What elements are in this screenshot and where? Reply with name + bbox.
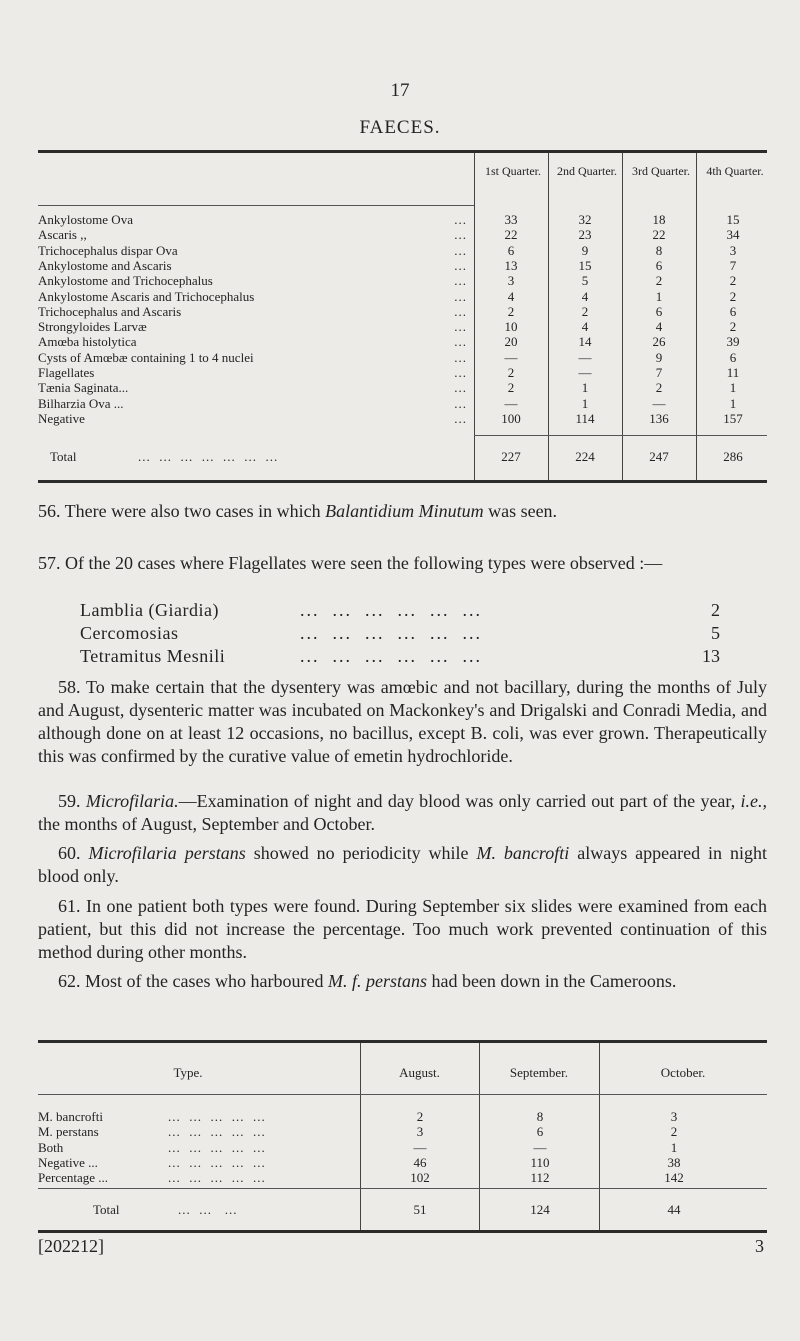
list-item	[80, 646, 720, 668]
leader-dots: ...	[454, 319, 467, 335]
leader-dots: ...	[454, 395, 467, 411]
paragraph-62	[38, 970, 767, 993]
leader-dots: ...	[454, 242, 467, 258]
row-label: Ankylostome and Trichocephalus	[38, 273, 213, 289]
table-cell: 32	[578, 212, 592, 227]
table-cell: 1	[581, 395, 589, 411]
table-rule	[38, 1230, 767, 1233]
table-row	[38, 1109, 767, 1125]
table-cell: 2	[729, 319, 737, 335]
row-label: Negative	[38, 410, 85, 426]
row-label: Amœba histolytica	[38, 334, 137, 350]
paragraph-text: always appeared in night blood only.	[38, 843, 768, 886]
footer-code: [202212]	[38, 1236, 104, 1256]
table-cell: 3	[670, 1109, 678, 1124]
table-row	[38, 258, 767, 274]
column-header: 2nd Quarter.	[557, 164, 617, 178]
column-header: Type.	[173, 1065, 203, 1080]
table-cell: —	[413, 1139, 427, 1155]
table-row	[38, 1140, 767, 1156]
table-cell: 22	[652, 227, 666, 243]
paragraph-text: 56. There were also two cases in which	[38, 501, 326, 521]
table-cell: 6	[536, 1124, 544, 1140]
leader-dots: ... ... ...	[178, 1202, 238, 1217]
table-cell: 2	[416, 1109, 424, 1124]
table-rule	[38, 480, 767, 483]
table-rule	[38, 150, 767, 153]
total-value: 124	[530, 1202, 550, 1217]
row-label: Ascaris ,,	[38, 227, 87, 243]
flagellate-count: 5	[711, 623, 720, 643]
table-row	[38, 227, 767, 243]
table-cell: 6	[729, 303, 737, 319]
table-cell: —	[504, 395, 518, 411]
paragraph-60	[38, 842, 767, 888]
table-cell: 142	[664, 1170, 684, 1186]
paragraph-italic: Microfilaria.	[85, 791, 179, 811]
paragraph-59	[38, 790, 767, 836]
table-cell: 11	[726, 365, 740, 380]
table-cell: 34	[726, 227, 740, 243]
leader-dots: ... ... ... ... ...	[168, 1109, 266, 1124]
leader-dots: ...	[454, 380, 467, 396]
row-label: Negative ...	[38, 1154, 98, 1170]
table-cell: 20	[504, 334, 518, 350]
paragraph-56	[38, 500, 767, 523]
header-rule	[38, 205, 474, 206]
table-cell: 6	[729, 349, 737, 365]
paragraph-61: 61. In one patient both types were found. During September six slides were examined from each patient, but this did not increase the percentage. Too much work prevented continuation of this method during other months.	[38, 896, 767, 962]
table-cell: 102	[410, 1170, 430, 1186]
row-label: Strongyloides Larvæ	[38, 319, 147, 335]
row-label: Ankylostome and Ascaris	[38, 257, 172, 273]
flagellate-name: Tetramitus Mesnili	[80, 646, 226, 666]
table-row	[38, 350, 767, 366]
table-cell: —	[504, 349, 518, 365]
table-row	[38, 1170, 767, 1186]
table-cell: 100	[501, 410, 521, 426]
flagellate-name: Lamblia (Giardia)	[80, 600, 219, 620]
paragraph-text: the months of August, September and October.	[38, 814, 375, 834]
footer-signature: 3	[755, 1236, 764, 1256]
total-value: 247	[649, 449, 669, 464]
column-header: 1st Quarter.	[485, 164, 541, 178]
total-rule	[474, 435, 767, 436]
table-cell: 18	[652, 212, 666, 227]
table-cell: 6	[655, 257, 663, 273]
table-cell: 3	[729, 242, 737, 258]
row-label: Percentage ...	[38, 1170, 109, 1186]
table-cell: 26	[652, 334, 666, 350]
table-row	[38, 304, 767, 320]
row-label: M. bancrofti	[38, 1109, 103, 1124]
column-header: 3rd Quarter.	[632, 164, 690, 178]
total-value: 44	[667, 1202, 681, 1217]
total-row	[38, 449, 767, 465]
table-row	[38, 1155, 767, 1171]
total-value: 227	[501, 449, 521, 464]
paragraph-58: 58. To make certain that the dysentery was amœbic and not bacillary, during the months of July and August, dysenteric matter was incubated on Mackonkey's and Drigalski and Conradi Media, and although done on at least 12 occasions, no bacillus, except B. coli, was ever grown. Therapeutically this was confirmed by the curative value of emetin hydrochloride.	[38, 677, 767, 766]
paragraph-italic: Balantidium Minutum	[325, 501, 484, 521]
leader-dots: ...	[454, 349, 467, 365]
leader-dots: ... ... ... ... ... ... ...	[138, 449, 279, 464]
table-cell: 2	[581, 303, 589, 319]
table-cell: 1	[655, 288, 663, 304]
table-cell: 2	[729, 288, 737, 304]
list-item	[80, 623, 720, 645]
table-cell: 6	[507, 242, 515, 258]
table-cell: —	[578, 349, 592, 365]
total-rule	[38, 1188, 767, 1189]
table-cell: 2	[655, 380, 663, 396]
table-row	[38, 273, 767, 289]
leader-dots: ... ... ... ... ...	[168, 1154, 266, 1170]
leader-dots: ...	[454, 273, 467, 289]
row-label: Bilharzia Ova ...	[38, 395, 124, 411]
table-cell: 2	[507, 380, 515, 396]
row-label: Trichocephalus dispar Ova	[38, 242, 178, 258]
table-cell: 15	[726, 212, 740, 227]
table-cell: 7	[655, 365, 663, 380]
flagellate-count: 2	[711, 600, 720, 620]
table-cell: 157	[723, 410, 743, 426]
paragraph-text: —Examination of night and day blood was only carried out part of the year,	[178, 791, 741, 811]
paragraph-italic: i.e.,	[740, 791, 767, 811]
table-row	[38, 365, 767, 381]
leader-dots: ... ... ... ... ... ...	[300, 646, 482, 666]
table-row	[38, 334, 767, 350]
table-cell: 46	[413, 1154, 427, 1170]
leader-dots: ... ... ... ... ... ...	[300, 623, 482, 643]
paragraph-number: 60.	[58, 843, 89, 863]
row-label: Ankylostome Ascaris and Trichocephalus	[38, 288, 255, 304]
leader-dots: ...	[454, 365, 467, 380]
leader-dots: ...	[454, 212, 467, 227]
leader-dots: ... ... ... ... ... ...	[300, 600, 482, 620]
table-row	[38, 380, 767, 396]
table-cell: 1	[670, 1139, 678, 1155]
row-label: Cysts of Amœbæ containing 1 to 4 nuclei	[38, 349, 254, 365]
table-cell: —	[533, 1139, 547, 1155]
row-label: Ankylostome Ova	[38, 212, 133, 227]
paragraph-text: had been down in the Cameroons.	[426, 971, 677, 991]
column-header: October.	[660, 1065, 706, 1080]
table-cell: 14	[578, 334, 592, 350]
table-cell: 23	[578, 227, 592, 243]
total-label: Total	[93, 1202, 120, 1217]
leader-dots: ... ... ... ... ...	[168, 1170, 266, 1186]
table-row	[38, 243, 767, 259]
total-value: 286	[723, 449, 743, 464]
table-cell: 4	[581, 288, 589, 304]
table-row	[38, 411, 767, 427]
paragraph-57: 57. Of the 20 cases where Flagellates were seen the following types were observed :—	[38, 553, 663, 573]
table-cell: 3	[507, 273, 515, 289]
total-row	[38, 1202, 767, 1218]
total-value: 51	[413, 1202, 427, 1217]
table-cell: 15	[578, 257, 592, 273]
leader-dots: ...	[454, 257, 467, 273]
list-item	[80, 600, 720, 622]
table-cell: 8	[536, 1109, 544, 1124]
table-row	[38, 396, 767, 412]
leader-dots: ...	[454, 288, 467, 304]
table-cell: 1	[581, 380, 589, 396]
paragraph-italic: M. f. perstans	[327, 971, 427, 991]
table-row	[38, 212, 767, 228]
row-label: M. perstans	[38, 1124, 99, 1140]
paragraph-italic: Microfilaria perstans	[88, 843, 246, 863]
table-cell: 2	[729, 273, 737, 289]
table-cell: 114	[575, 410, 595, 426]
table-cell: 39	[726, 334, 740, 350]
table-cell: 9	[655, 349, 663, 365]
table-cell: 9	[581, 242, 589, 258]
leader-dots: ...	[454, 227, 467, 243]
table-cell: 6	[655, 303, 663, 319]
table-cell: 22	[504, 227, 518, 243]
column-header: September.	[509, 1065, 569, 1080]
page-number: 17	[390, 80, 410, 101]
leader-dots: ... ... ... ... ...	[168, 1139, 266, 1155]
table-cell: —	[652, 395, 666, 411]
column-header: 4th Quarter.	[706, 164, 764, 178]
table-cell: 4	[507, 288, 515, 304]
table-cell: 4	[655, 319, 663, 335]
table-cell: 2	[507, 303, 515, 319]
table-cell: 38	[667, 1154, 681, 1170]
table-cell: 33	[504, 212, 518, 227]
table-cell: 4	[581, 319, 589, 335]
paragraph-italic: M. bancrofti	[476, 843, 570, 863]
table-cell: 2	[670, 1124, 678, 1140]
paragraph-text: was seen.	[483, 501, 558, 521]
table-row	[38, 319, 767, 335]
table-cell: 1	[729, 395, 737, 411]
table-cell: 112	[530, 1170, 550, 1186]
row-label: Tænia Saginata...	[38, 380, 129, 396]
table-cell: 10	[504, 319, 518, 335]
table-cell: 13	[504, 257, 518, 273]
table-cell: 110	[530, 1154, 550, 1170]
row-label: Trichocephalus and Ascaris	[38, 303, 182, 319]
row-label: Both	[38, 1139, 64, 1155]
table-cell: 136	[649, 410, 669, 426]
table-cell: 2	[655, 273, 663, 289]
leader-dots: ... ... ... ... ...	[168, 1124, 266, 1140]
table-rule	[38, 1040, 767, 1043]
table-cell: 3	[416, 1124, 424, 1140]
table-row	[38, 289, 767, 305]
table-cell: 5	[581, 273, 589, 289]
table-cell: 2	[507, 365, 515, 380]
table-row	[38, 1124, 767, 1140]
column-header: August.	[399, 1065, 440, 1080]
total-value: 224	[575, 449, 595, 464]
leader-dots: ...	[454, 303, 467, 319]
paragraph-text: 62. Most of the cases who harboured	[58, 971, 328, 991]
paragraph-number: 59.	[58, 791, 86, 811]
row-label: Flagellates	[38, 365, 95, 380]
flagellate-name: Cercomosias	[80, 623, 179, 643]
flagellate-count: 13	[702, 646, 720, 666]
table-cell: 7	[729, 257, 737, 273]
leader-dots: ...	[454, 410, 467, 426]
page-title: FAECES.	[359, 117, 441, 138]
table-cell: —	[578, 365, 592, 380]
paragraph-text: showed no periodicity while	[245, 843, 477, 863]
total-label: Total	[50, 449, 77, 464]
table-cell: 8	[655, 242, 663, 258]
header-rule	[38, 1094, 767, 1095]
leader-dots: ...	[454, 334, 467, 350]
table-cell: 1	[729, 380, 737, 396]
